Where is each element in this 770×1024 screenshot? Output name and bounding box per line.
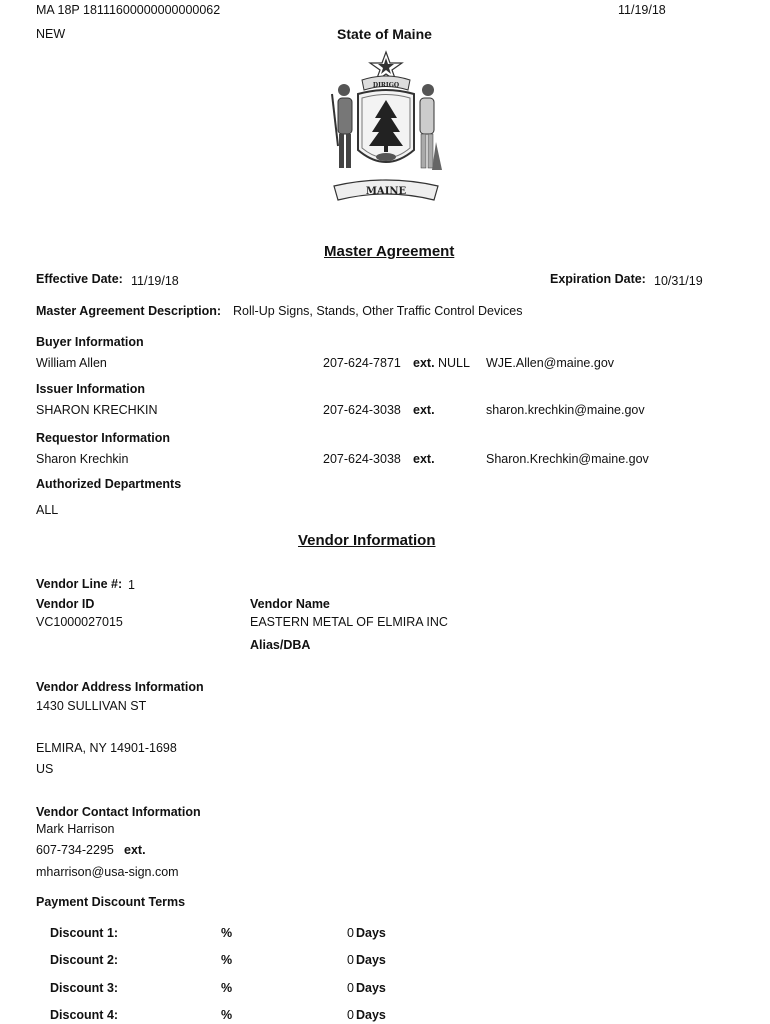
vendor-contact-phone: 607-734-2295 [36, 843, 114, 857]
effective-date-label: Effective Date: [36, 272, 123, 286]
buyer-name: William Allen [36, 356, 107, 370]
state-title: State of Maine [337, 26, 432, 42]
discount-4-days-label: Days [356, 1008, 386, 1022]
discount-4-label: Discount 4: [50, 1008, 119, 1022]
discount-2-days-label: Days [356, 953, 386, 967]
issuer-info-label: Issuer Information [36, 382, 146, 396]
vendor-contact-ext-label: ext. [124, 843, 146, 857]
issuer-name: SHARON KRECHKIN [36, 403, 158, 417]
svg-text:MAINE: MAINE [365, 186, 407, 197]
buyer-info-label: Buyer Information [36, 335, 144, 349]
vendor-id-label: Vendor ID [36, 597, 95, 611]
issuer-phone: 207-624-3038 [323, 403, 401, 417]
vendor-contact-name: Mark Harrison [36, 822, 115, 836]
buyer-ext-label: ext. [413, 356, 435, 370]
vendor-name-label: Vendor Name [250, 597, 330, 611]
vendor-country: US [36, 762, 54, 776]
discount-3-percent: % [221, 981, 233, 995]
payment-terms-label: Payment Discount Terms [36, 895, 186, 909]
vendor-line-value: 1 [128, 578, 135, 592]
requestor-email[interactable]: Sharon.Krechkin@maine.gov [486, 452, 649, 466]
svg-text:DIRIGO: DIRIGO [372, 82, 400, 89]
issuer-ext-label: ext. [413, 403, 435, 417]
vendor-contact-label: Vendor Contact Information [36, 805, 201, 819]
buyer-phone: 207-624-7871 [323, 356, 401, 370]
expiration-date-value: 10/31/19 [654, 274, 703, 288]
buyer-ext-value: NULL [438, 356, 470, 370]
discount-1-percent: % [221, 926, 233, 940]
discount-1-days-label: Days [356, 926, 386, 940]
discount-1-days-value: 0 [347, 926, 354, 940]
effective-date-value: 11/19/18 [131, 274, 179, 288]
discount-3-days-label: Days [356, 981, 386, 995]
authorized-departments-value: ALL [36, 503, 59, 517]
alias-dba-label: Alias/DBA [250, 638, 311, 652]
vendor-info-title: Vendor Information [298, 532, 436, 549]
description-value: Roll-Up Signs, Stands, Other Traffic Control Devices [233, 304, 523, 318]
discount-4-percent: % [221, 1008, 233, 1022]
requestor-name: Sharon Krechkin [36, 452, 129, 466]
vendor-line-label: Vendor Line #: [36, 577, 123, 591]
description-label: Master Agreement Description: [36, 304, 221, 318]
discount-3-label: Discount 3: [50, 981, 119, 995]
vendor-id-value: VC1000027015 [36, 615, 123, 629]
vendor-contact-email[interactable]: mharrison@usa-sign.com [36, 865, 179, 879]
issuer-email[interactable]: sharon.krechkin@maine.gov [486, 403, 645, 417]
requestor-ext-label: ext. [413, 452, 435, 466]
vendor-address-line1: 1430 SULLIVAN ST [36, 699, 147, 713]
master-agreement-title: Master Agreement [324, 243, 455, 260]
discount-1-label: Discount 1: [50, 926, 119, 940]
vendor-name-value: EASTERN METAL OF ELMIRA INC [250, 615, 448, 629]
authorized-departments-label: Authorized Departments [36, 477, 182, 491]
discount-2-days-value: 0 [347, 953, 354, 967]
vendor-city-line: ELMIRA, NY 14901-1698 [36, 741, 177, 755]
discount-2-label: Discount 2: [50, 953, 119, 967]
discount-2-percent: % [221, 953, 233, 967]
status-label: NEW [36, 27, 66, 41]
expiration-date-label: Expiration Date: [550, 272, 646, 286]
document-number: MA 18P 18111600000000000062 [36, 3, 221, 17]
discount-4-days-value: 0 [347, 1008, 354, 1022]
state-seal-icon [324, 46, 448, 214]
discount-3-days-value: 0 [347, 981, 354, 995]
print-date: 11/19/18 [618, 3, 666, 17]
requestor-phone: 207-624-3038 [323, 452, 401, 466]
requestor-info-label: Requestor Information [36, 431, 171, 445]
vendor-address-label: Vendor Address Information [36, 680, 204, 694]
buyer-email[interactable]: WJE.Allen@maine.gov [486, 356, 615, 370]
